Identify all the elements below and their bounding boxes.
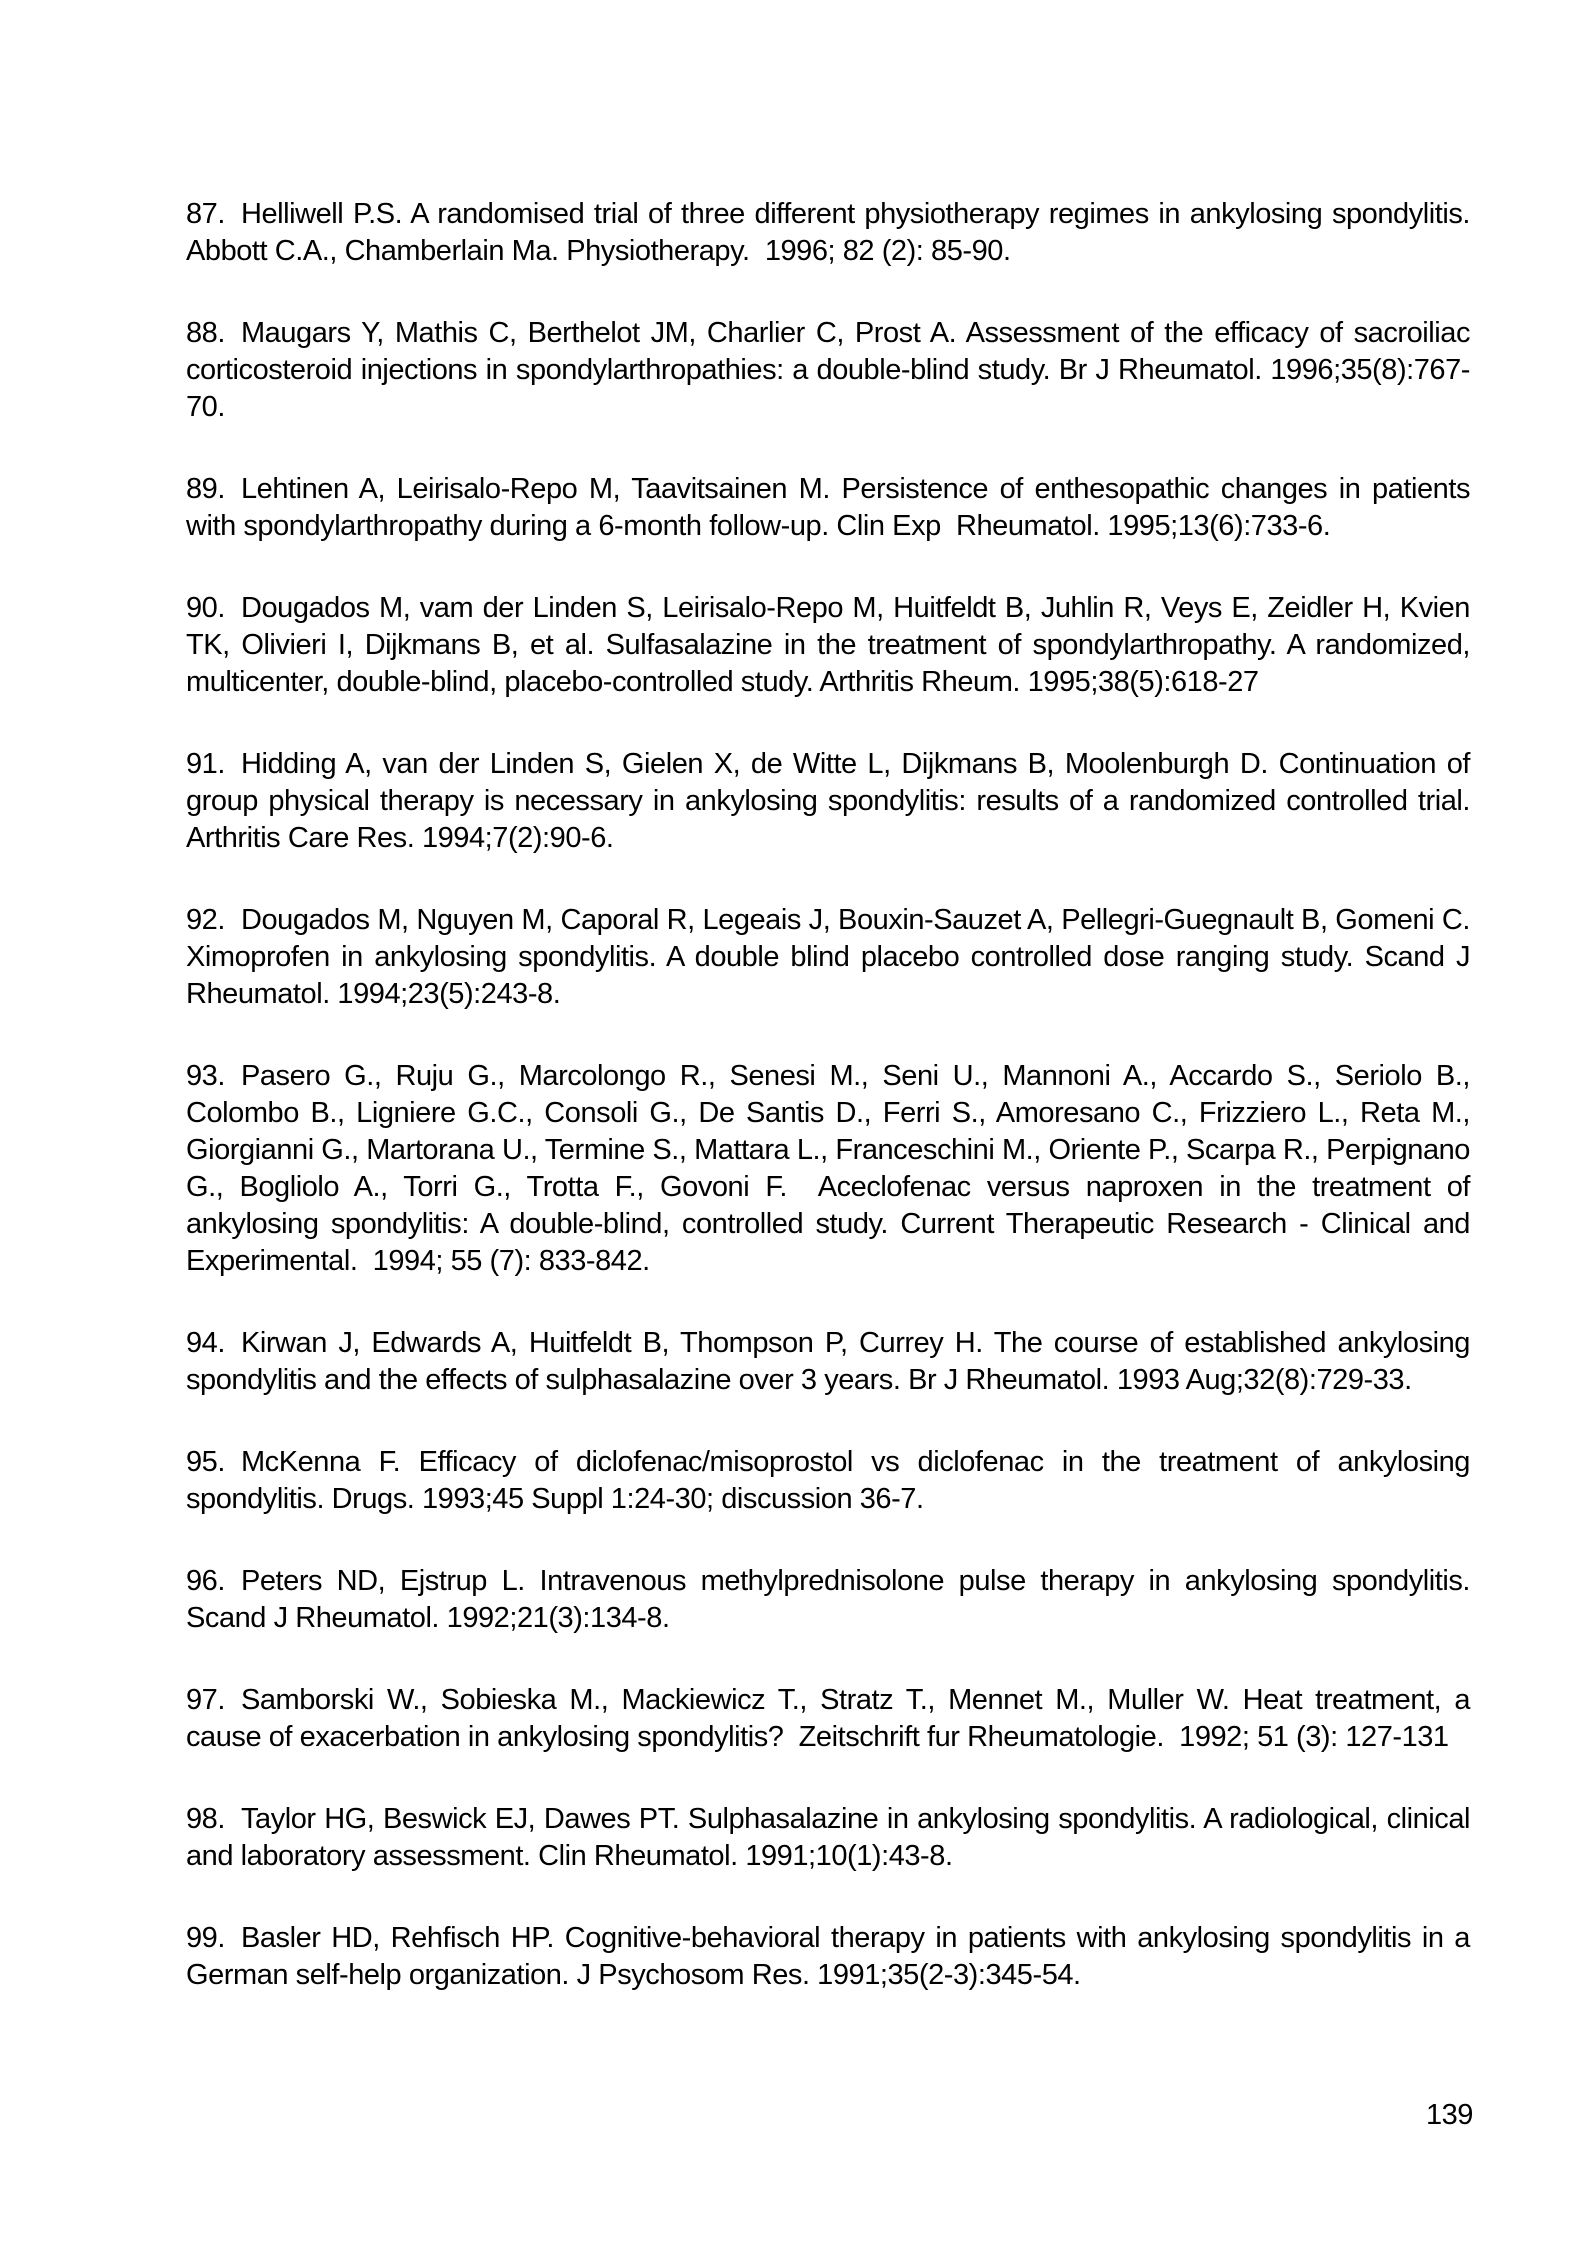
- reference-text: Lehtinen A, Leirisalo-Repo M, Taavitsainen M. Persistence of enthesopathic changes in patients with spondylarthropathy during a 6-month follow-up. Clin Exp Rheumatol. 1995;13(6):733-6.: [186, 473, 1470, 542]
- reference-text: Dougados M, vam der Linden S, Leirisalo-Repo M, Huitfeldt B, Juhlin R, Veys E, Zeidler H, Kvien TK, Olivieri I, Dijkmans B, et al. Sulfasalazine in the treatment of spondylarthropathy. A randomized, multicenter, double-blind, placebo-controlled study. Arthritis Rheum. 1995;38(5):618-27: [186, 592, 1470, 698]
- reference-number: 97.: [186, 1684, 225, 1716]
- reference-text: McKenna F. Efficacy of diclofenac/misoprostol vs diclofenac in the treatment of ankylosing spondylitis. Drugs. 1993;45 Suppl 1:24-30; discussion 36-7.: [186, 1446, 1470, 1515]
- reference-number: 95.: [186, 1446, 225, 1478]
- reference-item: [186, 746, 1470, 857]
- reference-item: [186, 1801, 1470, 1875]
- reference-text: Dougados M, Nguyen M, Caporal R, Legeais J, Bouxin-Sauzet A, Pellegri-Guegnault B, Gomeni C. Ximoprofen in ankylosing spondylitis. A double blind placebo controlled dose ranging study. Scand J Rheumatol. 1994;23(5):243-8.: [186, 904, 1470, 1010]
- page-number: 139: [1425, 2099, 1473, 2131]
- reference-item: [186, 1563, 1470, 1637]
- reference-number: 94.: [186, 1327, 225, 1359]
- reference-number: 89.: [186, 473, 225, 505]
- reference-item: [186, 590, 1470, 701]
- reference-item: [186, 196, 1470, 270]
- reference-item: [186, 1444, 1470, 1518]
- reference-number: 98.: [186, 1803, 225, 1835]
- reference-text: Basler HD, Rehfisch HP. Cognitive-behavioral therapy in patients with ankylosing spondylitis in a German self-help organization. J Psychosom Res. 1991;35(2-3):345-54.: [186, 1922, 1470, 1991]
- reference-text: Hidding A, van der Linden S, Gielen X, de Witte L, Dijkmans B, Moolenburgh D. Continuation of group physical therapy is necessary in ankylosing spondylitis: results of a randomized controlled trial. Arthritis Care Res. 1994;7(2):90-6.: [186, 748, 1470, 854]
- reference-number: 87.: [186, 198, 225, 230]
- reference-text: Peters ND, Ejstrup L. Intravenous methylprednisolone pulse therapy in ankylosing spondylitis. Scand J Rheumatol. 1992;21(3):134-8.: [186, 1565, 1470, 1634]
- reference-item: [186, 1682, 1470, 1756]
- reference-text: Taylor HG, Beswick EJ, Dawes PT. Sulphasalazine in ankylosing spondylitis. A radiological, clinical and laboratory assessment. Clin Rheumatol. 1991;10(1):43-8.: [186, 1803, 1470, 1872]
- reference-number: 93.: [186, 1060, 225, 1092]
- reference-item: [186, 1325, 1470, 1399]
- reference-item: [186, 315, 1470, 426]
- reference-number: 99.: [186, 1922, 225, 1954]
- reference-number: 91.: [186, 748, 225, 780]
- reference-text: Samborski W., Sobieska M., Mackiewicz T., Stratz T., Mennet M., Muller W. Heat treatment, a cause of exacerbation in ankylosing spondylitis? Zeitschrift fur Rheumatologie. 1992; 51 (3): 127-131: [186, 1684, 1470, 1753]
- reference-number: 96.: [186, 1565, 225, 1597]
- reference-text: Kirwan J, Edwards A, Huitfeldt B, Thompson P, Currey H. The course of established ankylosing spondylitis and the effects of sulphasalazine over 3 years. Br J Rheumatol. 1993 Aug;32(8):729-33.: [186, 1327, 1470, 1396]
- reference-item: [186, 902, 1470, 1013]
- reference-text: Maugars Y, Mathis C, Berthelot JM, Charlier C, Prost A. Assessment of the efficacy of sacroiliac corticosteroid injections in spondylarthropathies: a double-blind study. Br J Rheumatol. 1996;35(8):767-70.: [186, 317, 1470, 423]
- reference-number: 90.: [186, 592, 225, 624]
- reference-text: Helliwell P.S. A randomised trial of three different physiotherapy regimes in ankylosing spondylitis. Abbott C.A., Chamberlain Ma. Physiotherapy. 1996; 82 (2): 85-90.: [186, 198, 1470, 267]
- reference-number: 88.: [186, 317, 225, 349]
- reference-item: [186, 1058, 1470, 1280]
- reference-item: [186, 471, 1470, 545]
- references-list: [186, 196, 1470, 1994]
- reference-number: 92.: [186, 904, 225, 936]
- reference-item: [186, 1920, 1470, 1994]
- reference-text: Pasero G., Ruju G., Marcolongo R., Senesi M., Seni U., Mannoni A., Accardo S., Seriolo B., Colombo B., Ligniere G.C., Consoli G., De Santis D., Ferri S., Amoresano C., Frizziero L., Reta M., Giorgianni G., Martorana U., Termine S., Mattara L., Franceschini M., Oriente P., Scarpa R., Perpignano G., Bogliolo A., Torri G., Trotta F., Govoni F. Aceclofenac versus naproxen in the treatment of ankylosing spondylitis: A double-blind, controlled study. Current Therapeutic Research - Clinical and Experimental. 1994; 55 (7): 833-842.: [186, 1060, 1470, 1277]
